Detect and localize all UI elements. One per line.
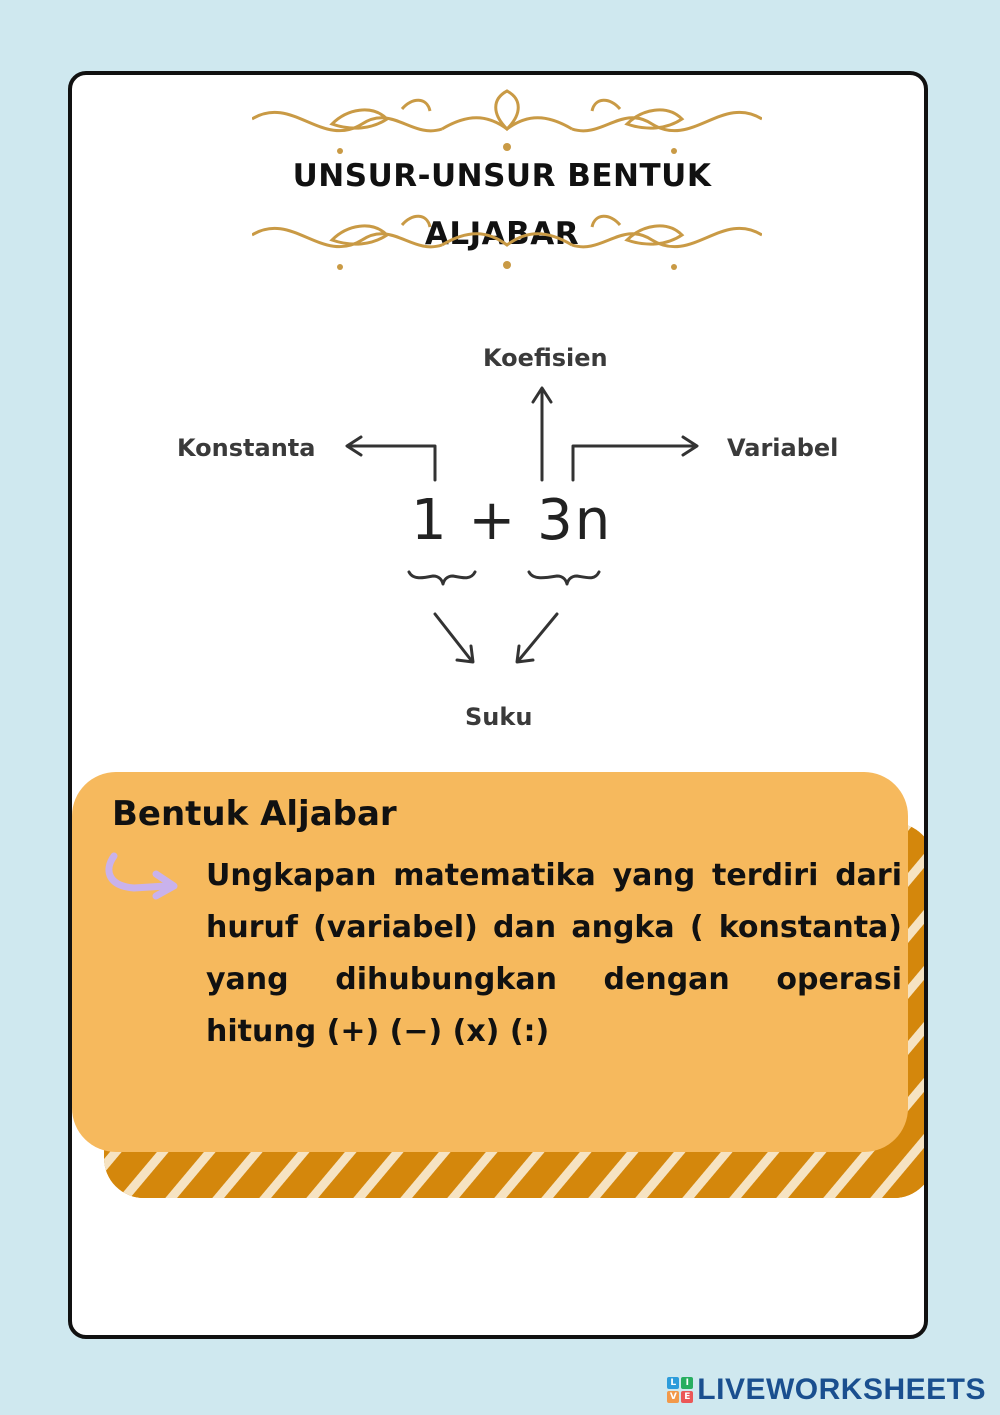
- definition-heading: Bentuk Aljabar: [112, 794, 397, 834]
- label-variabel: Variabel: [727, 434, 839, 462]
- definition-text: Ungkapan matematika yang terdiri dari huruf (variabel) dan angka ( konstanta) yang dihubungkan dengan operasi hitung (+) (−) (x) (:): [206, 858, 902, 1049]
- curved-arrow-icon: [100, 850, 190, 900]
- footer-brand-text: LIVEWORKSHEETS: [697, 1373, 986, 1406]
- label-konstanta: Konstanta: [177, 434, 316, 462]
- label-koefisien: Koefisien: [483, 344, 608, 372]
- liveworksheets-logo-icon: L I V E: [667, 1377, 693, 1403]
- algebra-expression: 1 + 3n: [411, 488, 613, 553]
- page-title: UNSUR-UNSUR BENTUK ALJABAR: [292, 158, 712, 252]
- algebra-diagram: [167, 330, 847, 750]
- label-suku: Suku: [465, 703, 533, 731]
- footer-brand[interactable]: [667, 1374, 986, 1406]
- definition-card: [72, 772, 908, 1152]
- bottom-ornament-icon: [252, 205, 762, 275]
- worksheet-card: [68, 71, 928, 1339]
